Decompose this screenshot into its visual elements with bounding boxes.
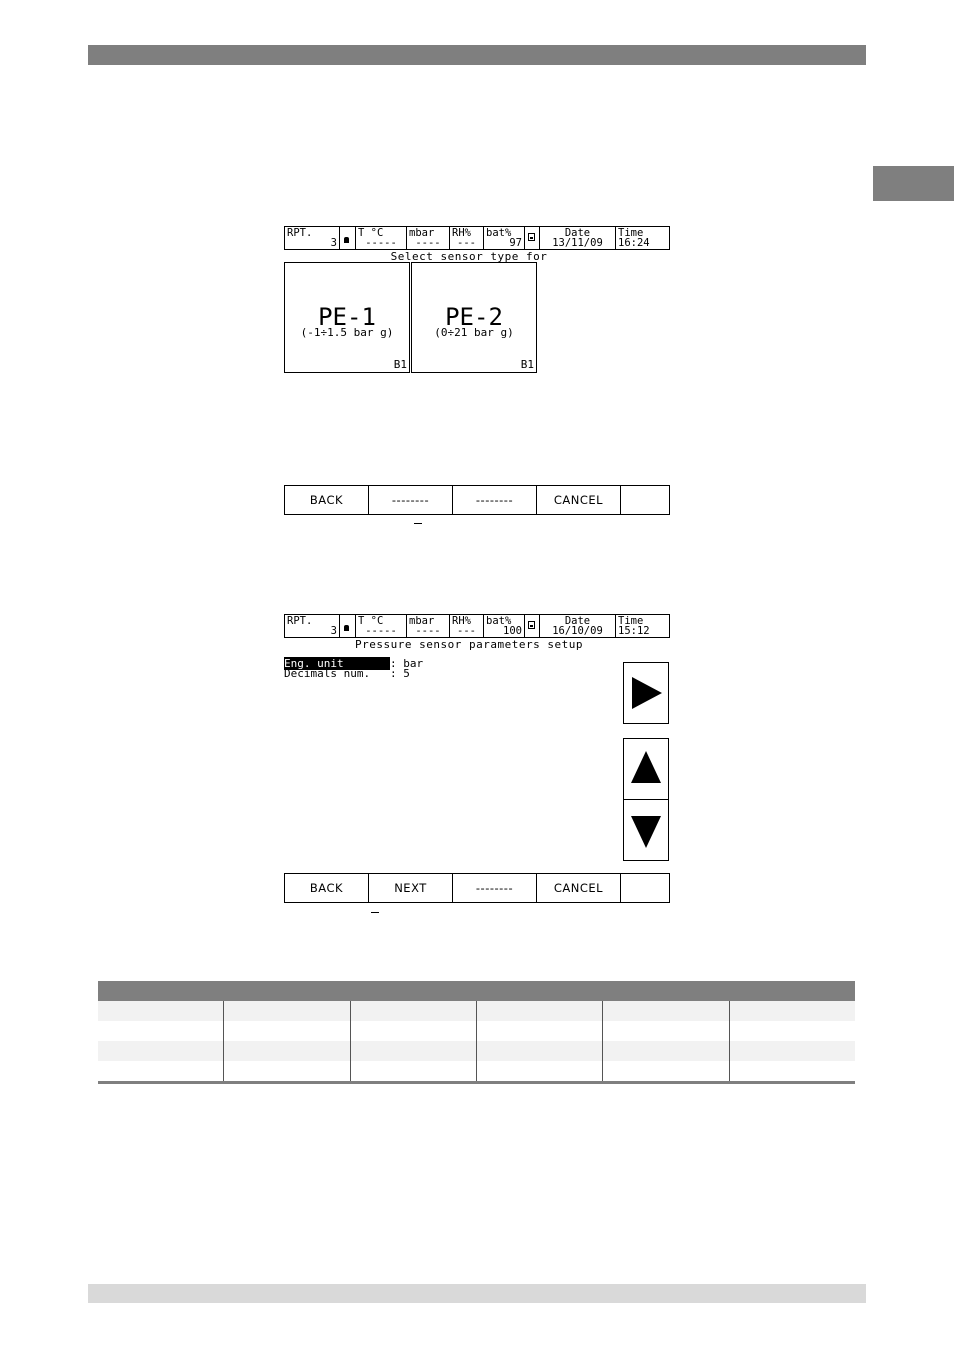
mbar-value: ---- (415, 625, 441, 637)
table-cell (477, 1061, 603, 1081)
table-cell (98, 1021, 224, 1041)
temp-label: T °C (358, 615, 384, 627)
mbar-value: ---- (415, 237, 441, 249)
lock-icon (344, 237, 349, 243)
rpt-value: 3 (330, 237, 337, 249)
table-cell (224, 1041, 350, 1061)
table-cell (98, 1001, 224, 1021)
sensor-tag: B1 (520, 358, 534, 371)
sensor-range: (0÷21 bar g) (434, 326, 514, 339)
battery-value: 97 (509, 237, 522, 249)
rpt-cell (285, 615, 340, 637)
battery-label: bat% (486, 615, 512, 627)
table-cell (477, 1041, 603, 1061)
arrow-right-icon (624, 663, 668, 723)
next-arrow-button[interactable] (623, 662, 669, 724)
cancel-button[interactable]: CANCEL (537, 874, 621, 902)
mbar-cell (407, 227, 450, 249)
date-value: 13/11/09 (552, 237, 603, 249)
next-button[interactable]: NEXT (369, 874, 453, 902)
mbar-label: mbar (409, 227, 435, 239)
table-bottom-rule (98, 1081, 855, 1084)
table-cell (603, 1061, 729, 1081)
softkey-5[interactable] (621, 486, 669, 514)
date-cell (540, 227, 616, 249)
table-cell (477, 1001, 603, 1021)
memory-cell (525, 615, 540, 637)
temp-cell (356, 615, 407, 637)
param-value: 5 (403, 667, 410, 680)
table-cell (224, 1001, 350, 1021)
param-sep: : (389, 667, 404, 680)
table-cell (603, 1001, 729, 1021)
param-label: Eng. unit (284, 657, 390, 670)
temp-value: ----- (365, 237, 397, 249)
table-cell (98, 1041, 224, 1061)
memory-icon (528, 233, 535, 241)
softkey-bar (284, 485, 670, 515)
rh-value: --- (457, 625, 476, 637)
time-label: Time (618, 227, 644, 239)
arrow-down-icon (624, 800, 668, 860)
scroll-up-button[interactable] (623, 738, 669, 800)
table-cell (224, 1021, 350, 1041)
softkey-3[interactable]: -------- (453, 874, 537, 902)
table-cell (603, 1041, 729, 1061)
softkey-bar (284, 873, 670, 903)
sensor-name: PE-2 (445, 303, 503, 331)
rpt-cell (285, 227, 340, 249)
temp-label: T °C (358, 227, 384, 239)
date-label: Date (564, 615, 591, 627)
chapter-tab (873, 166, 954, 201)
temp-cell (356, 227, 407, 249)
cancel-button[interactable]: CANCEL (537, 486, 621, 514)
param-value: bar (403, 657, 424, 670)
time-label: Time (618, 615, 644, 627)
back-button[interactable]: BACK (285, 874, 369, 902)
battery-cell (484, 227, 525, 249)
rpt-label: RPT. (287, 615, 313, 627)
table-cell (730, 1021, 855, 1041)
table-cell (730, 1041, 855, 1061)
data-table (98, 981, 855, 1084)
table-cell (477, 1021, 603, 1041)
rpt-label: RPT. (287, 227, 313, 239)
header-band (88, 45, 866, 65)
status-bar (284, 226, 670, 250)
sensor-name: PE-1 (318, 303, 376, 331)
mbar-label: mbar (409, 615, 435, 627)
battery-value: 100 (503, 625, 522, 637)
sensor-tag: B1 (393, 358, 407, 371)
battery-label: bat% (486, 227, 512, 239)
scroll-down-button[interactable] (623, 799, 669, 861)
table-row (98, 1061, 855, 1081)
rh-value: --- (457, 237, 476, 249)
param-sep: : (389, 657, 404, 670)
cursor-mark (414, 523, 422, 524)
time-cell (616, 227, 669, 249)
arrow-up-icon (624, 739, 668, 799)
back-button[interactable]: BACK (285, 486, 369, 514)
rh-label: RH% (452, 227, 471, 239)
date-cell (540, 615, 616, 637)
table-header (98, 981, 855, 1001)
softkey-3[interactable]: -------- (453, 486, 537, 514)
table-cell (98, 1061, 224, 1081)
memory-icon (528, 621, 535, 629)
date-label: Date (564, 227, 591, 239)
footer-band (88, 1284, 866, 1303)
rh-cell (450, 227, 484, 249)
table-row (98, 1021, 855, 1041)
screen-subtitle: Pressure sensor parameters setup (355, 638, 583, 651)
lock-icon (344, 625, 349, 631)
sensor-option-pe2[interactable] (411, 262, 537, 373)
table-row (98, 1001, 855, 1021)
table-cell (351, 1061, 477, 1081)
status-bar (284, 614, 670, 638)
softkey-2[interactable]: -------- (369, 486, 453, 514)
mbar-cell (407, 615, 450, 637)
temp-value: ----- (365, 625, 397, 637)
table-cell (224, 1061, 350, 1081)
time-value: 15:12 (618, 625, 650, 637)
table-cell (603, 1021, 729, 1041)
time-value: 16:24 (618, 237, 650, 249)
param-label: Decimals num. (284, 667, 390, 680)
time-cell (616, 615, 669, 637)
rh-label: RH% (452, 615, 471, 627)
screen-subtitle: Select sensor type for (390, 250, 548, 263)
table-row (98, 1041, 855, 1061)
table-cell (351, 1041, 477, 1061)
rh-cell (450, 615, 484, 637)
sensor-range: (-1÷1.5 bar g) (300, 326, 394, 339)
memory-cell (525, 227, 540, 249)
rpt-value: 3 (330, 625, 337, 637)
table-cell (730, 1001, 855, 1021)
table-cell (351, 1021, 477, 1041)
param-row-decimals[interactable] (284, 669, 410, 679)
table-cell (351, 1001, 477, 1021)
softkey-5[interactable] (621, 874, 669, 902)
sensor-option-pe1[interactable] (284, 262, 410, 373)
cursor-mark (371, 912, 379, 913)
lock-cell (340, 615, 356, 637)
lock-cell (340, 227, 356, 249)
battery-cell (484, 615, 525, 637)
table-cell (730, 1061, 855, 1081)
date-value: 16/10/09 (552, 625, 603, 637)
